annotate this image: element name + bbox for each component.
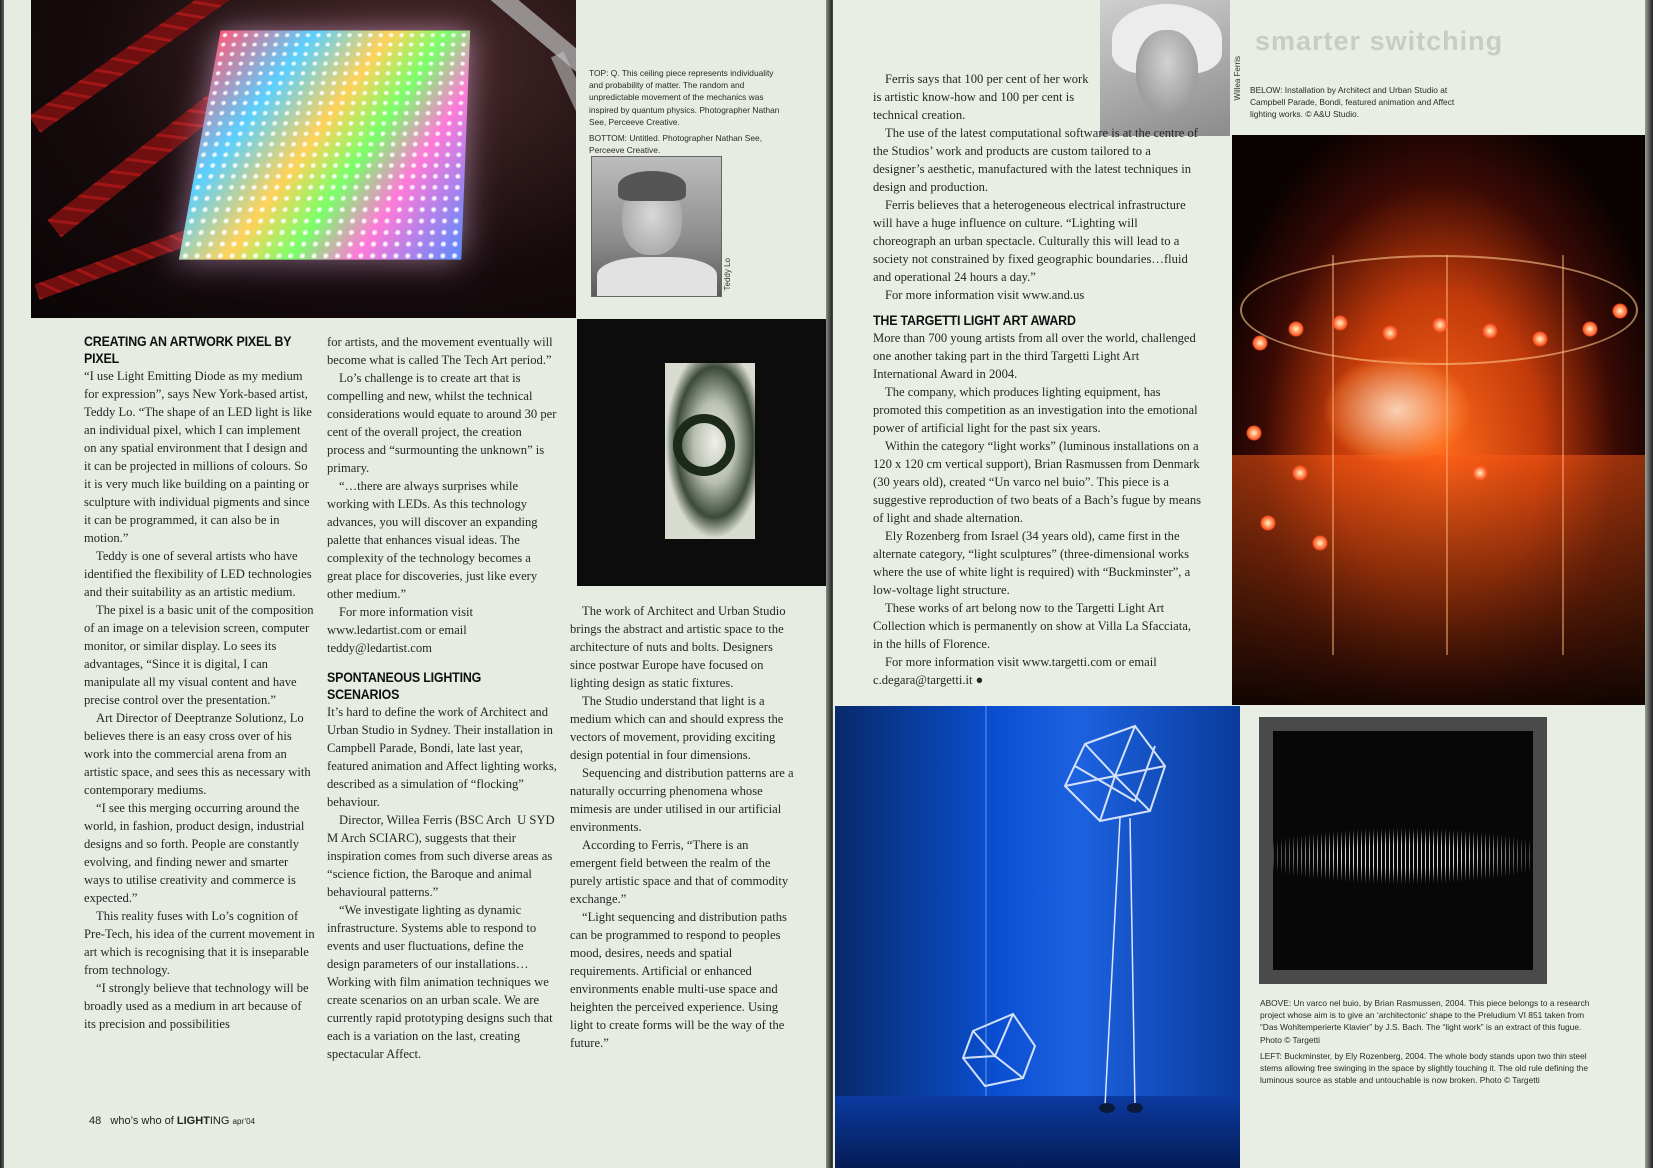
willea-ferris-portrait — [1100, 0, 1230, 136]
heading-spontaneous: SPONTANEOUS LIGHTING SCENARIOS — [327, 670, 482, 702]
caption-bottom-text: BOTTOM: Untitled. Photographer Nathan See, Perceeve Creative. — [589, 133, 763, 156]
un-varco-nel-buio-photo — [1259, 717, 1547, 984]
left-column-1 — [84, 333, 316, 1033]
lantern-light — [1612, 303, 1628, 319]
paragraph: “We investigate lighting as dynamic infrastructure. Systems able to respond to events and user fluctuations, define the design parameters of our installations…Working with film animation techniques we create scenarios on an urban scale. We are currently rapid prototyping designs such that each is a variation on the last, creating spectacular Affect. — [327, 903, 553, 1061]
buckminster-photo — [835, 706, 1240, 1168]
lantern-light — [1332, 315, 1348, 331]
paragraph: Teddy is one of several artists who have identified the flexibility of LED technologies and their suitability as an artistic medium. — [84, 549, 312, 599]
paragraph: Within the category “light works” (luminous installations on a 120 x 120 cm vertical support), Brian Rasmussen from Denmark (30 years old), created “Un varco nel buio”. This piece is a suggestive reproduction of two beats of a Bach’s fugue by means of light and shade alternation. — [873, 439, 1202, 525]
lantern-light — [1582, 321, 1598, 337]
paragraph: Lo’s challenge is to create art that is compelling and new, whilst the technical considerations would equate to around 30 per cent of the overall project, the creation process and “surmounting the unknown” is primary. — [327, 371, 557, 475]
lantern-light — [1260, 515, 1276, 531]
paragraph: Ferris believes that a heterogeneous electrical infrastructure will have a huge influence on culture. “Lighting will choreograph an urban spectacle. Culturally this will lead to a society not constrained by fixed geographic boundaries…fluid and operational 24 hours a day.” — [873, 198, 1188, 284]
paragraph: Ferris says that 100 per cent of her work is artistic know-how and 100 per cent is technical creation. — [873, 72, 1089, 122]
right-column-1a — [873, 70, 1095, 124]
dome-pole — [1446, 255, 1448, 655]
footer-post: ING — [209, 1115, 230, 1127]
caption-below: BELOW: Installation by Architect and Urban Studio at Campbell Parade, Bondi, featured animation and Affect lighting works. © A&U Studio. — [1250, 85, 1455, 120]
wave-band — [1273, 821, 1533, 891]
lantern-light — [1472, 465, 1488, 481]
dome-floor — [1232, 455, 1646, 705]
paragraph: More than 700 young artists from all over the world, challenged one another taking part in the third Targetti Light Art International Award in 2004. — [873, 331, 1196, 381]
paragraph: Art Director of Deeptranze Solutionz, Lo believes there is an easy cross over of his work into the commercial arena from an artistic space, and sees this as necessary with contemporary mediums. — [84, 711, 311, 797]
paragraph: For more information visit www.targetti.com or email c.degara@targetti.it ● — [873, 655, 1157, 687]
artwork-ring — [673, 414, 735, 476]
lantern-light — [1432, 317, 1448, 333]
paragraph: Director, Willea Ferris (BSC Arch U SYD M Arch SCIARC), suggests that their inspiration comes from such diverse areas as “science fiction, the Baroque and animal behavioural patterns.” — [327, 813, 555, 899]
photo-credit-ferris: Willea Ferris — [1233, 56, 1242, 101]
left-column-2 — [327, 333, 559, 1063]
paragraph: “…there are always surprises while working with LEDs. As this technology advances, you will discover an expanding palette that enhances visual ideas. The complexity of the technology becomes a great place for discoveries, just like every other medium.” — [327, 479, 538, 601]
paragraph: “Light sequencing and distribution paths can be programmed to respond to peoples mood, desires, needs and spatial requirements. Artificial or enhanced environments enable multi-use space and heighten the perceived experience. Using light to create forms will be the way of the future.” — [570, 910, 787, 1050]
dome-rim — [1240, 255, 1638, 365]
paragraph: for artists, and the movement eventually will become what is called The Tech Art period.” — [327, 335, 553, 367]
caption-left-text: LEFT: Buckminster, by Ely Rozenberg, 2004. The whole body stands upon two thin steel stems allowing free swinging in the space by slightly touching it. The old rule defining the luminous source as stable and untouchable is now broken. Photo © Targetti — [1260, 1050, 1589, 1086]
paragraph: “I strongly believe that technology will be broadly used as a medium in art because of its precision and possibilities — [84, 981, 309, 1031]
paragraph: The use of the latest computational software is at the centre of the Studios’ work and products are custom tailored to a designer’s aesthetic, manufactured with the latest techniques in design and production. — [873, 126, 1198, 194]
paragraph: Ely Rozenberg from Israel (34 years old), came first in the alternate category, “light sculptures” (three-dimensional works where the use of white light is required) with “Buckminster”, a low-voltage light structure. — [873, 529, 1191, 597]
caption-top — [589, 67, 789, 156]
page-footer — [89, 1115, 255, 1127]
paragraph: The work of Architect and Urban Studio brings the abstract and artistic space to the architecture of nuts and bolts. Designers since postwar Europe have focused on lighting design as static fixtures. — [570, 604, 786, 690]
heading-creating-artwork: CREATING AN ARTWORK PIXEL BY PIXEL — [84, 334, 292, 366]
lantern-light — [1252, 335, 1268, 351]
paragraph: “I use Light Emitting Diode as my medium for expression”, says New York-based artist, Teddy Lo. “The shape of an LED light is like an individual pixel, which I can implement on any spatial environment that I design and it can be projected in millions of colours. So it is very much like building on a painting or sculpture with individual pigments and since it can be programmed, it can also be in motion.” — [84, 369, 312, 545]
footer-bold: LIGHT — [176, 1115, 210, 1127]
lantern-light — [1482, 323, 1498, 339]
caption-top-text: TOP: Q. This ceiling piece represents individuality and probability of matter. The random and unpredictable movement of the mechanics was inspired by quantum physics. Photographer Nathan See, Perceeve Creative. — [589, 68, 780, 127]
lantern-light — [1532, 331, 1548, 347]
left-page — [4, 0, 829, 1168]
left-column-3 — [570, 602, 796, 1052]
portrait-shirt — [597, 257, 717, 297]
led-ceiling-photo — [31, 0, 576, 318]
background-heading: smarter switching — [1255, 26, 1504, 56]
truss-beam — [551, 52, 576, 203]
bondi-installation-photo — [1232, 135, 1646, 705]
paragraph: The company, which produces lighting equipment, has promoted this competition as an investigation into the emotional power of artificial light for the past six years. — [873, 385, 1198, 435]
lantern-light — [1382, 325, 1398, 341]
paragraph: “I see this merging occurring around the world, in fashion, product design, industrial designs and so forth. People are constantly evolving, and finding newer and smarter ways to utilise creativity and commerce is expected.” — [84, 801, 305, 905]
lantern-light — [1288, 321, 1304, 337]
dome-sculpture — [1322, 355, 1472, 465]
paragraph: It’s hard to define the work of Architect and Urban Studio in Sydney. Their installation in Campbell Parade, Bondi, late last year, featured animation and Affect lighting works, described as a simulation of “flocking” behaviour. — [327, 705, 557, 809]
heading-targetti: THE TARGETTI LIGHT ART AWARD — [873, 313, 1076, 328]
lantern-light — [1246, 425, 1262, 441]
page-edge-right — [1645, 0, 1653, 1168]
paragraph: This reality fuses with Lo’s cognition of Pre-Tech, his idea of the current movement in art which is recognising that it is inseparable from technology. — [84, 909, 315, 977]
paragraph: For more information visit www.and.us — [885, 288, 1085, 302]
wave-screen — [1273, 731, 1533, 970]
photo-credit-teddy: Teddy Lo — [723, 258, 732, 291]
paragraph: For more information visit www.ledartist.com or email teddy@ledartist.com — [327, 605, 473, 655]
lantern-light — [1292, 465, 1308, 481]
teddy-lo-portrait — [591, 156, 722, 297]
portrait-hat — [618, 171, 686, 201]
footer-pre: who’s who of — [110, 1115, 177, 1127]
caption-above-text: ABOVE: Un varco nel buio, by Brian Rasmussen, 2004. This piece belongs to a research project whose aim is to give an ‘architectonic’ shape to the Preludium VI 851 taken from “Das Wohltemperierte Klavier” by J.S. Bach. The “light work” is an extract of this fugue. Photo © Targetti — [1260, 998, 1590, 1045]
untitled-artwork-photo — [577, 319, 829, 586]
dome-pole — [1562, 255, 1564, 655]
caption-above — [1260, 997, 1590, 1086]
paragraph: Sequencing and distribution patterns are a naturally occurring phenomena whose mimesis are under utilised in our artificial environments. — [570, 766, 794, 834]
lantern-light — [1312, 535, 1328, 551]
paragraph: The pixel is a basic unit of the composition of an image on a television screen, computer monitor, or similar display. Lo sees its advantages, “Since it is digital, I can manipulate all my visual content and have precise control over the presentation.” — [84, 603, 314, 707]
right-column-1b — [873, 124, 1203, 689]
paragraph: The Studio understand that light is a medium which can and should express the vectors of movement, providing exciting design potential in four dimensions. — [570, 694, 784, 762]
portrait-face — [1136, 30, 1198, 112]
led-panel — [179, 31, 470, 260]
footer-issue: apr’04 — [232, 1117, 256, 1126]
paragraph: These works of art belong now to the Targetti Light Art Collection which is permanently on show at Villa La Sfacciata, in the hills of Florence. — [873, 601, 1191, 651]
dome-pole — [1332, 255, 1334, 655]
page-number: 48 — [89, 1115, 102, 1127]
paragraph: According to Ferris, “There is an emergent field between the realm of the purely artistic space and that of commodity exchange.” — [570, 838, 789, 906]
buckminster-structure — [835, 706, 1240, 1168]
